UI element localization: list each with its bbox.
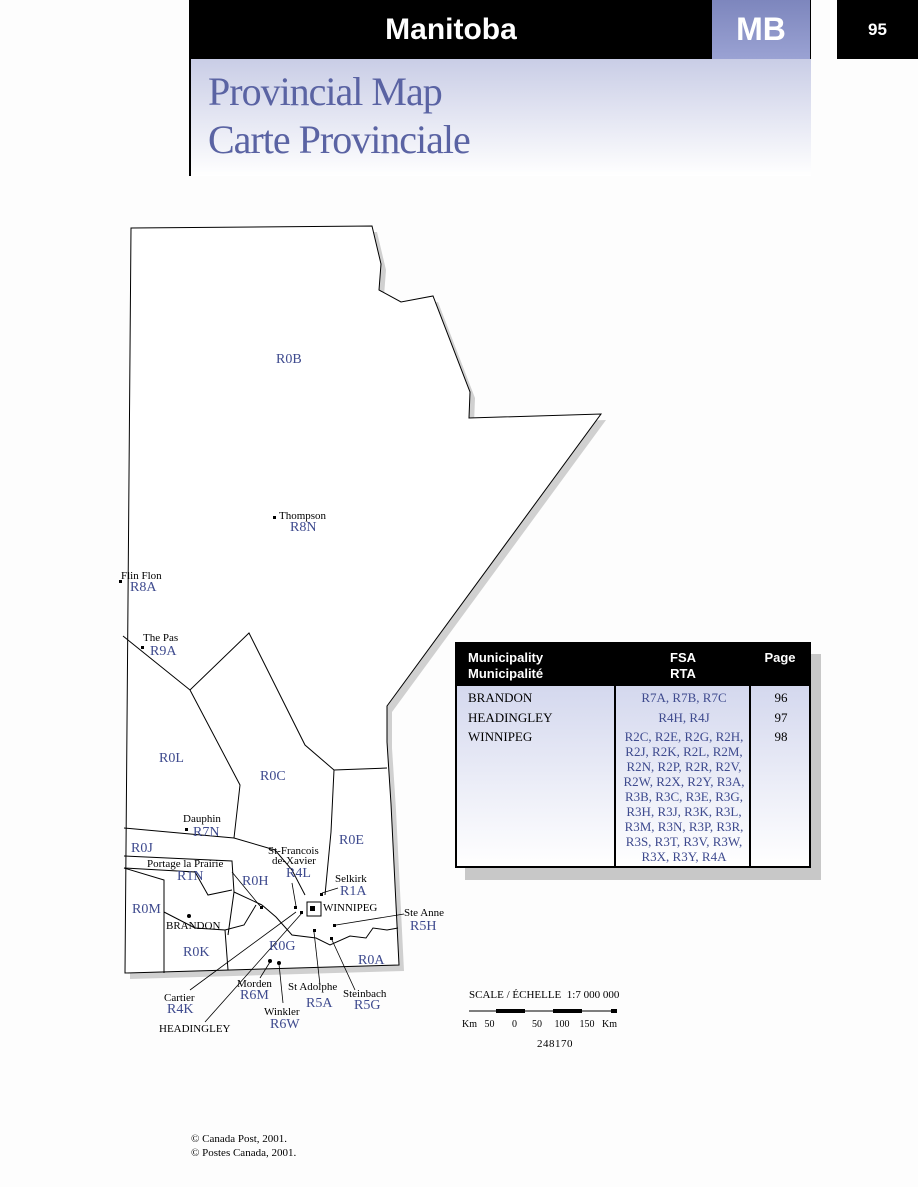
cartier-label: Cartier bbox=[164, 992, 195, 1004]
ste-anne-marker bbox=[333, 924, 336, 927]
region-r0h: R0H bbox=[242, 874, 269, 889]
st-francois-label: St-Francois bbox=[268, 845, 319, 857]
scale-bar bbox=[469, 1009, 617, 1013]
region-r0b: R0B bbox=[276, 352, 302, 367]
column-divider bbox=[749, 644, 751, 866]
region-r0a: R0A bbox=[358, 953, 385, 968]
region-r0k: R0K bbox=[183, 945, 210, 960]
portage-label: Portage la Prairie bbox=[147, 858, 224, 870]
ste-anne-label: Ste Anne bbox=[404, 907, 445, 919]
header-fsa-fr: RTA bbox=[670, 666, 696, 681]
table-row-fsa: R2C, R2E, R2G, R2H, R2J, R2K, R2L, R2M, R2N, R2P, R2R, R2V, R2W, R2X, R2Y, R3A, R3B, R3C, R3E, R3G, R3H, R3J, R3K, R3L, R3M, R3N, R3P, R3R, R3S, R3T, R3V, R3W, R3X, R3Y, R4A bbox=[623, 729, 745, 864]
header-municipality bbox=[457, 644, 615, 686]
winkler-label: Winkler bbox=[264, 1006, 300, 1018]
title-english: Provincial Map bbox=[208, 69, 442, 114]
region-r0g: R0G bbox=[269, 939, 296, 954]
the-pas-label: The Pas bbox=[143, 632, 179, 644]
st-adolphe-label: St Adolphe bbox=[288, 981, 338, 993]
page-number: 95 bbox=[837, 0, 918, 59]
table-row-page: 96 bbox=[774, 690, 788, 705]
table-row-fsa: R7A, R7B, R7C bbox=[641, 690, 727, 705]
header-page-label: Page bbox=[764, 650, 796, 665]
selkirk-fsa: R1A bbox=[340, 884, 367, 899]
region-r0l: R0L bbox=[159, 751, 184, 766]
winnipeg-core bbox=[310, 906, 315, 911]
header-fsa-en: FSA bbox=[670, 650, 696, 665]
headingley-label: HEADINGLEY bbox=[159, 1023, 231, 1035]
dauphin-label: Dauphin bbox=[183, 813, 221, 825]
st-adolphe-fsa: R5A bbox=[306, 996, 333, 1011]
table-row-fsa: R4H, R4J bbox=[658, 710, 710, 725]
st-adolphe-marker bbox=[313, 929, 316, 932]
table-row-municipality: WINNIPEG bbox=[468, 729, 533, 744]
scale-code: 248170 bbox=[537, 1038, 573, 1050]
selkirk-marker bbox=[320, 893, 323, 896]
morden-label: Morden bbox=[237, 978, 272, 990]
brandon-marker bbox=[187, 914, 191, 918]
dauphin-marker bbox=[185, 828, 188, 831]
table-row-page: 97 bbox=[774, 710, 788, 725]
copyright-fr: © Postes Canada, 2001. bbox=[191, 1147, 297, 1159]
winkler-fsa: R6W bbox=[270, 1017, 300, 1032]
the-pas-fsa: R9A bbox=[150, 644, 177, 659]
scale-ticks: Km 50 0 50 100 150 Km bbox=[462, 1019, 617, 1030]
region-r0c: R0C bbox=[260, 769, 286, 784]
thompson-label: Thompson bbox=[279, 510, 327, 522]
column-divider bbox=[614, 644, 616, 866]
region-r0e: R0E bbox=[339, 833, 364, 848]
province-title: Manitoba bbox=[385, 12, 517, 46]
st-francois-label-2: de-Xavier bbox=[272, 855, 316, 867]
portage-marker bbox=[260, 906, 263, 909]
cartier-fsa: R4K bbox=[167, 1002, 194, 1017]
st-francois-fsa: R4L bbox=[286, 866, 311, 881]
region-r0m: R0M bbox=[132, 902, 161, 917]
the-pas-marker bbox=[141, 646, 144, 649]
municipality-index-table bbox=[455, 642, 811, 868]
morden-fsa: R6M bbox=[240, 988, 269, 1003]
scale-label: SCALE / ÉCHELLE 1:7 000 000 bbox=[469, 989, 620, 1001]
steinbach-fsa: R5G bbox=[354, 998, 381, 1013]
thompson-fsa: R8N bbox=[290, 520, 317, 535]
table-row-municipality: HEADINGLEY bbox=[468, 710, 553, 725]
flin-flon-label: Flin Flon bbox=[121, 570, 162, 582]
ste-anne-fsa: R5H bbox=[410, 919, 437, 934]
steinbach-marker bbox=[330, 937, 333, 940]
header-municipality-fr: Municipalité bbox=[468, 666, 544, 681]
selkirk-label: Selkirk bbox=[335, 873, 367, 885]
flin-flon-fsa: R8A bbox=[130, 580, 157, 595]
portage-fsa: R1N bbox=[177, 869, 204, 884]
table-row-municipality: BRANDON bbox=[468, 690, 533, 705]
copyright-en: © Canada Post, 2001. bbox=[191, 1133, 288, 1145]
brandon-label: BRANDON bbox=[166, 920, 221, 932]
title-french: Carte Provinciale bbox=[208, 117, 470, 162]
thompson-marker bbox=[273, 516, 276, 519]
st-francois-marker bbox=[294, 906, 297, 909]
winnipeg-label: WINNIPEG bbox=[323, 902, 378, 914]
header-municipality-en: Municipality bbox=[468, 650, 544, 665]
header-page bbox=[751, 644, 809, 686]
table-row-page: 98 bbox=[774, 729, 788, 744]
dauphin-fsa: R7N bbox=[193, 825, 220, 840]
region-r0j: R0J bbox=[131, 841, 153, 856]
province-abbreviation: MB bbox=[712, 0, 810, 59]
header-fsa bbox=[616, 644, 750, 686]
steinbach-label: Steinbach bbox=[343, 988, 387, 1000]
